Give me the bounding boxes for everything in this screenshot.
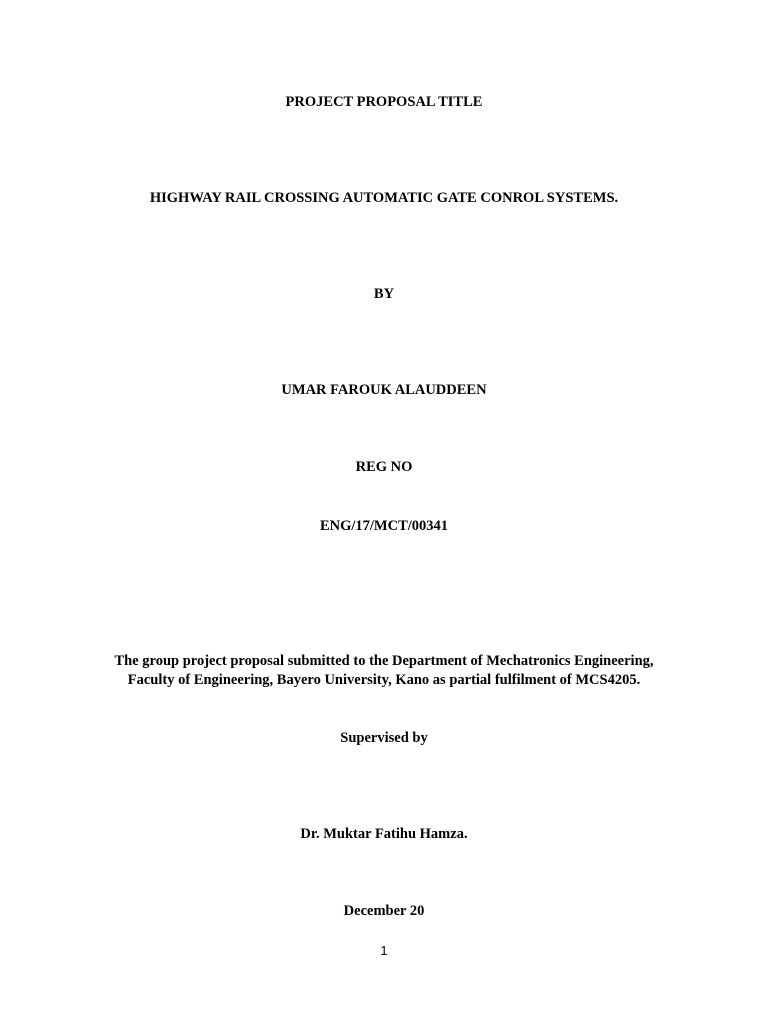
submission-date: December 20 <box>343 903 425 919</box>
supervisor-name: Dr. Muktar Fatihu Hamza. <box>300 826 468 842</box>
reg-number: ENG/17/MCT/00341 <box>319 518 449 534</box>
proposal-heading: PROJECT PROPOSAL TITLE <box>285 94 483 110</box>
submission-statement-line-2: Faculty of Engineering, Bayero University, Kano as partial fulfilment of MCS4205. <box>127 672 641 688</box>
page-number: 1 <box>380 943 388 958</box>
supervised-by-label: Supervised by <box>340 730 428 746</box>
by-label: BY <box>373 286 395 302</box>
project-title: HIGHWAY RAIL CROSSING AUTOMATIC GATE CONROL SYSTEMS. <box>149 190 619 206</box>
submission-statement-line-1: The group project proposal submitted to the Department of Mechatronics Engineering, <box>114 653 654 669</box>
reg-no-label: REG NO <box>355 459 413 475</box>
author-name: UMAR FAROUK ALAUDDEEN <box>281 382 487 398</box>
